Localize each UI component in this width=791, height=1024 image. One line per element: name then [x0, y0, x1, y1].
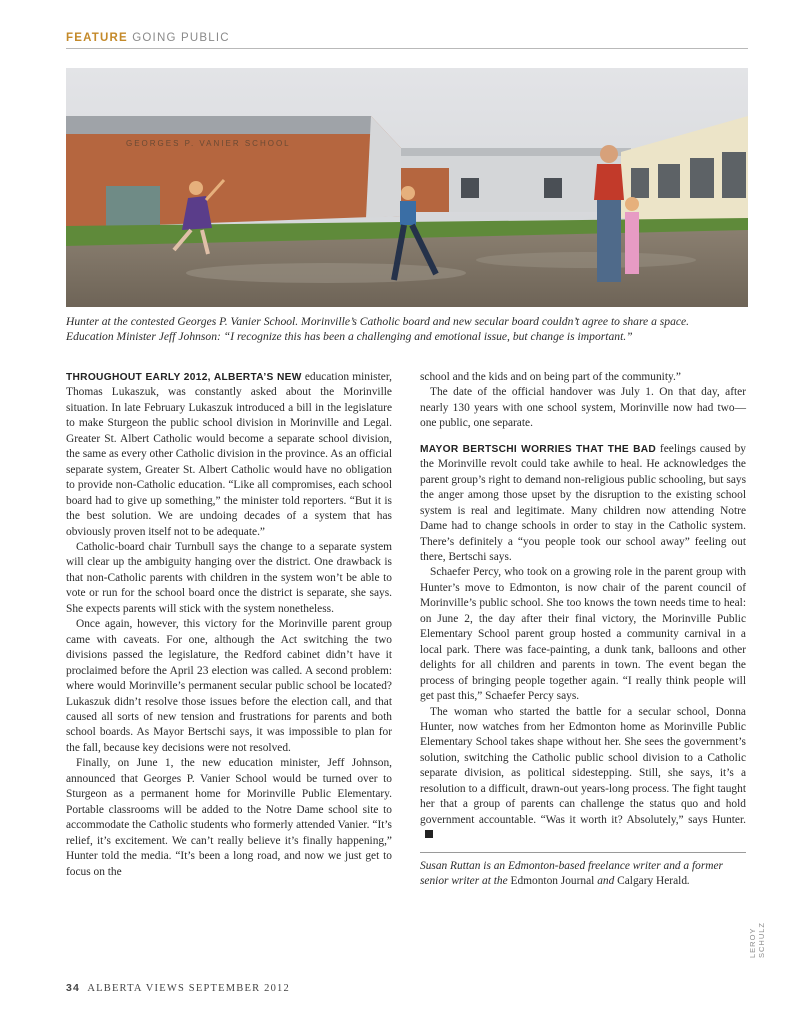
paragraph	[66, 370, 392, 540]
paragraph: Catholic-board chair Turnbull says the change to a separate system will clear up the ambiguity hanging over the district. One drawback is that non-Catholic parents with children in the system won’t be able to vote or run for the school board once the district is separate, she says. She expects parents will stick with the system nonetheless.	[66, 540, 392, 615]
paragraph-text: education minister, Thomas Lukaszuk, was constantly asked about the Morinville situation. In late February Lukaszuk introduced a bill in the legislature to make Sturgeon the public school division in Morinville and Legal. Greater St. Albert Catholic would become a separate school division, the same as every other Catholic division in the province. As an official separate system, Greater St. Albert Catholic would have no obligation to provide non-Catholic education. “Like all compromises, each school board had to give up something,” the minister told reporters. “But it is the best solution. We are undoing decades of a system that has obviously proven itself not to be adequate.”	[66, 371, 393, 538]
page-number: 34	[66, 982, 81, 994]
end-mark-icon	[425, 830, 433, 838]
publication-line: ALBERTA VIEWS SEPTEMBER 2012	[87, 983, 290, 994]
right-column	[420, 370, 746, 890]
paragraph-text: feelings caused by the Morinville revolt could take awhile to heal. He acknowledges the parent group’s right to demand non-religious public schooling, but says the anger among those upset by the disruption to the existing school system is real and legitimate. Many children now attending Notre Dame had to change schools in order to stay in the Catholic system. There’s definitely a “you people took our school away” feeling out there, Bertschi says.	[420, 442, 746, 563]
bio-text: and	[594, 875, 618, 888]
paragraph: Schaefer Percy, who took on a growing role in the parent group with Hunter’s move to Edmonton, is now chair of the parent council of Morinville’s public school. She too knows the town needs time to heal: on June 2, the day after their final victory, the Morinville Public Elementary School parent group hosted a community carnival in a local park. There was face-painting, a dunk tank, balloons and other delights for all children and parents in town. The event began the process of bringing people together again. “I really think people will get past this,” Schaefer Percy says.	[420, 566, 746, 703]
left-column	[66, 370, 392, 880]
paragraph: The date of the official handover was July 1. On that day, after nearly 130 years with one school system, Morinville now had two—one public, one separate.	[420, 386, 746, 430]
paragraph-text: The woman who started the battle for a secular school, Donna Hunter, now watches from her Edmonton home as Morinville Public Elementary School takes shape without her. She sees the government’s solution, switching the Catholic public school division to a Catholic separate division, as political sidestepping. Still, she says, it’s a resolution to a difficult, drawn-out years-long process. The fight taught her that a group of parents can challenge the status quo and hold government accountable. “Was it worth it? Absolutely,” says Hunter.	[420, 705, 746, 826]
bio-text: Susan Ruttan is an Edmonton-based freelance writer and a former senior writer at the	[420, 859, 723, 888]
bio-rule	[420, 852, 746, 853]
paragraph: Once again, however, this victory for the Morinville parent group came with caveats. For one, although the Act switching the two divisions passed the legislature, the Redford cabinet didn’t have it proclaimed before the April 23 election was called. A second problem: where would Morinville’s permanent secular public school be located? Lukaszuk didn’t resolve those issues before the election call, and that caused all sorts of new tension and frustrations for parents and both school boards. As Mayor Bertschi says, it was impossible to plan for the fall, because key decisions were not resolved.	[66, 618, 392, 754]
caption-line-2: Education Minister Jeff Johnson: “I recognize this has been a challenging and emotional issue, but change is important.”	[66, 330, 633, 343]
lead-in: THROUGHOUT EARLY 2012, ALBERTA’S NEW	[66, 372, 302, 383]
page-header	[66, 32, 748, 44]
header-rule	[66, 48, 748, 49]
bio-publication: Calgary Herald	[617, 875, 688, 888]
caption-line-1: Hunter at the contested Georges P. Vanier School. Morinville’s Catholic board and new secular board couldn’t agree to share a space.	[66, 315, 690, 328]
school-sign: GEORGES P. VANIER SCHOOL	[126, 139, 291, 148]
paragraph: school and the kids and on being part of the community.”	[420, 371, 681, 383]
photo-illustration	[66, 68, 748, 307]
section-title: GOING PUBLIC	[132, 32, 230, 44]
paragraph	[420, 442, 746, 566]
page-footer	[66, 982, 290, 994]
feature-photo	[66, 68, 748, 307]
bio-text: .	[687, 875, 690, 888]
photo-credit: LEROY SCHULZ	[748, 921, 766, 958]
lead-in: MAYOR BERTSCHI WORRIES THAT THE BAD	[420, 443, 657, 455]
paragraph	[420, 705, 746, 844]
paragraph: Finally, on June 1, the new education minister, Jeff Johnson, announced that Georges P. Vanier School would be turned over to Sturgeon as a permanent home for Morinville Public Elementary. Portable classrooms will be added to the Notre Dame school site to accommodate the Catholic students who formerly attended Vanier. “It’s relief, it’s excitement. We can’t really believe it’s finally happening,” Hunter told the media. “It’s been a long road, and now we just get to focus on the	[66, 757, 392, 878]
bio-publication: Edmonton Journal	[510, 875, 595, 888]
photo-caption	[66, 314, 748, 344]
section-label: FEATURE	[66, 32, 128, 44]
author-bio	[420, 859, 746, 890]
